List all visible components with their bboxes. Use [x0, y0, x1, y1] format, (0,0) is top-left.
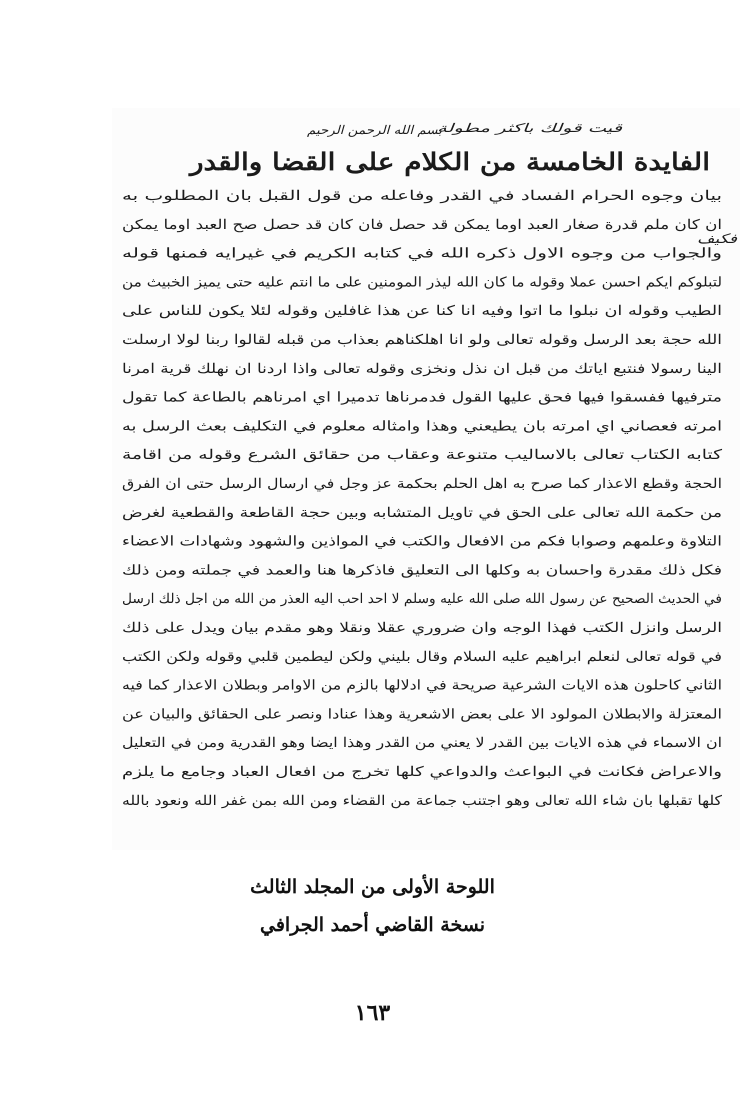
manuscript-line: مترفيها ففسقوا فيها فحق عليها القول فدمرناها تدميرا اي امرناهم بالطاعة كما تقول	[122, 389, 722, 406]
manuscript-line: الحجة وقطع الاعذار كما صرح به اهل الحلم بحكمة عز وجل في ارسال الرسل حتى ان الفرق	[122, 476, 722, 492]
manuscript-line: امرته فعصاني اي امرته بان يطيعني وهذا وامثاله معلوم في التكليف بعث الرسل به	[122, 418, 722, 435]
margin-note-top: قيت قولك باكثر مطولة	[437, 121, 625, 135]
manuscript-line: المعتزلة والابطلان المولود الا على بعض الاشعرية وهذا عنادا ونصر على الحقائق والبيان عن	[122, 706, 722, 723]
manuscript-header: بسم الله الرحمن الرحيم	[307, 123, 443, 137]
manuscript-line: كلها تقبلها بان شاء الله تعالى وهو اجتنب جماعة من القضاء ومن الله بمن غفر الله ونعود بالله	[122, 792, 723, 809]
manuscript-line: الثاني كاحلون هذه الايات الشرعية صريحة في ادلالها بالزم من الاوامر وبطلان الاعذار كما فيه	[122, 677, 722, 694]
manuscript-line: والاعراض فكانت في البواعث والدواعي كلها تخرج من افعال العباد وجامع ما يلزم	[122, 764, 722, 780]
manuscript-line: من حكمة الله تعالى على الحق في تاويل المتشابه وبين حجة القاطعة والقطعية لغرض	[122, 504, 722, 521]
manuscript-title: الفايدة الخامسة من الكلام على القضا والقدر	[190, 147, 636, 176]
margin-note-side: فكيف	[697, 232, 739, 247]
manuscript-image	[112, 108, 740, 850]
manuscript-line: في الحديث الصحيح عن رسول الله صلى الله عليه وسلم لا احد احب اليه العذر من الله من اجل ذلك ارسل	[122, 591, 722, 608]
manuscript-line: فكل ذلك مقدرة واحسان به وكلها الى التعليق فاذكرها هنا والعمد في جملته ومن ذلك	[122, 562, 722, 579]
caption-subtitle: نسخة القاضي أحمد الجرافي	[260, 914, 485, 936]
manuscript-line: الله حجة بعد الرسل وقوله تعالى ولو انا اهلكناهم بعذاب من قبله لقالوا ربنا لولا ارسلت	[122, 332, 722, 348]
manuscript-drawing	[112, 108, 740, 850]
manuscript-line: ان كان ملم قدرة صغار العبد اوما يمكن قد حصل فان كان قد حصل صح العبد اوما يمكن	[122, 216, 722, 233]
manuscript-line: في قوله تعالى لنعلم ابراهيم عليه السلام وقال بليني ولكن ليطمين قلبي وقوله ولكن الكتب	[122, 648, 722, 665]
manuscript-line: الطيب وقوله ان نبلوا ما اتوا وفيه انا كنا عن هذا غافلين وقوله لئلا يكون للناس على	[122, 303, 722, 320]
caption-title: اللوحة الأولى من المجلد الثالث	[250, 876, 495, 898]
manuscript-line: الينا رسولا فنتبع اياتك من قبل ان نذل ونخزى وقوله تعالى واذا اردنا ان نهلك قرية امرنا	[122, 360, 722, 377]
manuscript-line: التلاوة وعلمهم وصوابا فكم من الافعال والكتب في المواذين والشهود وشهادات الاعضاء	[122, 533, 722, 550]
manuscript-line: بيان وجوه الحرام الفساد في القدر وفاعله من قول القبل بان المطلوب به	[122, 188, 722, 204]
manuscript-line: ان الاسماء في هذه الايات بين القدر لا يعني من القدر وهذا ايضا وهو القدرية ومن في التعليل	[122, 735, 722, 752]
manuscript-line: لتبلوكم ايكم احسن عملا وقوله ما كان الله ليذر المومنين على ما انتم عليه حتى يميز الخبيث من	[122, 274, 722, 291]
manuscript-line: والجواب من وجوه الاول ذكره الله في كتابه الكريم في غيرايه فمنها قوله	[122, 245, 722, 262]
manuscript-line: الرسل وانزل الكتب فهذا الوجه وان ضروري عقلا ونقلا وهو مقدم بيان ويدل على ذلك	[122, 620, 722, 636]
page-number: ١٦٣	[354, 1000, 391, 1026]
manuscript-line: كتابه الكتاب تعالى بالاساليب متنوعة وعقاب من حقائق الشرع وقوله من اقامة	[122, 447, 723, 464]
